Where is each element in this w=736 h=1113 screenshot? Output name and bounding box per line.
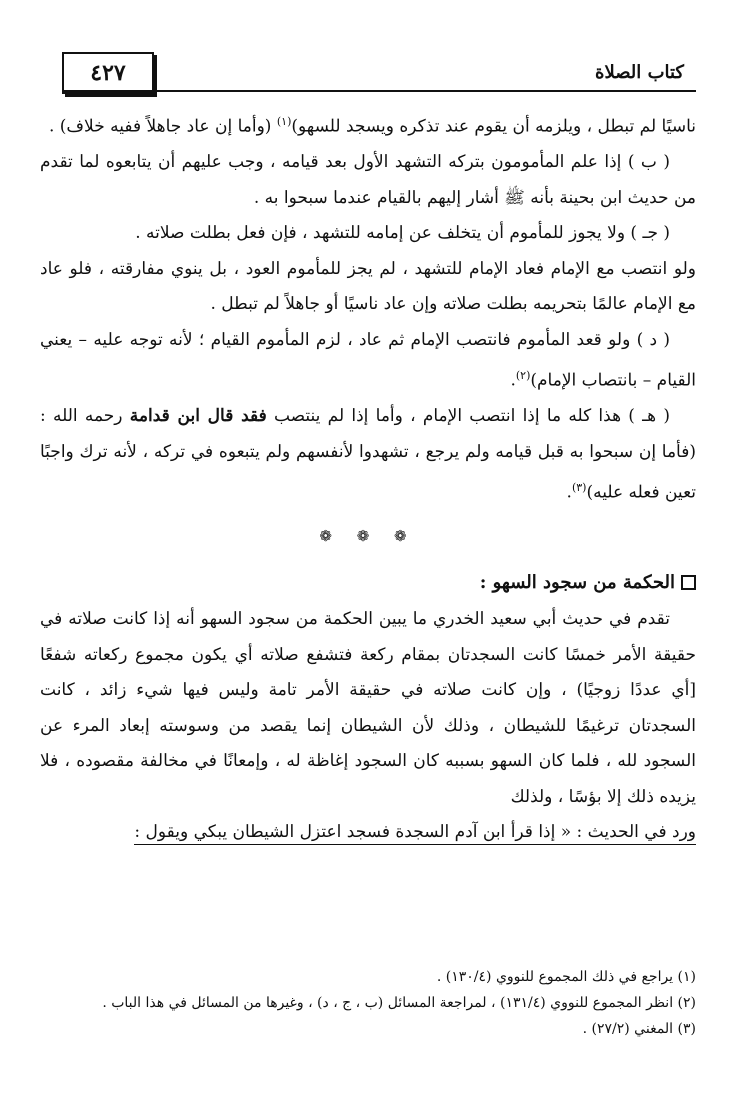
text: . — [566, 482, 572, 503]
section-title-text: الحكمة من سجود السهو : — [479, 571, 675, 593]
paragraph-7-last-line — [40, 815, 696, 851]
footnote-3: (٣) المغني (٢٧/٢) . — [582, 1021, 696, 1037]
text: . — [510, 370, 516, 391]
running-head: كتاب الصلاة — [595, 62, 684, 83]
footnote-1: (١) يراجع في ذلك المجموع للنووي (١٣٠/٤) . — [436, 969, 696, 985]
bold-text: فقد قال ابن قدامة — [129, 406, 267, 427]
text: ( هـ ) هذا كله ما إذا انتصب الإمام ، وأما إذا لم ينتصب — [266, 406, 670, 427]
paragraph-6 — [40, 399, 696, 511]
footnote-ref-1[interactable]: (١) — [276, 115, 292, 128]
section-heading — [40, 565, 696, 601]
footnote-ref-2[interactable]: (٢) — [515, 369, 531, 383]
text: ناسيًا لم تبطل ، ويلزمه أن يقوم عند تذكره ويسجد للسهو) — [291, 116, 696, 137]
footnotes — [40, 964, 696, 1042]
text: ورد في الحديث : « إذا قرأ ابن آدم السجدة فسجد اعتزل الشيطان يبكي ويقول : — [134, 822, 696, 845]
paragraph-4: ولو انتصب مع الإمام فعاد الإمام للتشهد ، لم يجز للمأموم العود ، بل ينوي مفارقته ، فلو عاد مع الإمام عالمًا بتحريمه بطلت صلاته وإن عاد ناسيًا أو جاهلاً لم تبطل . — [40, 258, 696, 315]
paragraph-3: ( جـ ) ولا يجوز للمأموم أن يتخلف عن إمامه للتشهد ، فإن فعل بطلت صلاته . — [135, 223, 670, 244]
main-text — [40, 104, 696, 851]
page-header — [40, 46, 696, 94]
paragraph-5 — [40, 323, 696, 400]
paragraph-7: تقدم في حديث أبي سعيد الخدري ما يبين الحكمة من سجود السهو أنه إذا كانت صلاته في حقيقة الأمر خمسًا كانت السجدتان بمقام ركعة فتشفع صلاته أي يكون مجموع ركعاته شفعًا [أي عددًا زوجيًا) ، وإن كانت صلاته في حقيقة الأمر تامة وليس فيها شيء زائد ، كانت السجدتان ترغيمًا للشيطان ، وذلك لأن الشيطان إنما يقصد من وسوسته إبعاد المرء عن السجود لله ، فلما كان السهو بسببه كان السجود إغاظة له ، وإمعانًا في مخالفة مقصوده ، فلا يزيده ذلك إلا بؤسًا ، ولذلك — [40, 609, 696, 807]
text: رحمه الله : (فأما إن سبحوا به قبل قيامه ولم يرجع ، تشهدوا لأنفسهم ولم يتبعوه في تركه ، لأنه ترك واجبًا تعين فعله عليه) — [40, 406, 696, 503]
footnote-2: (٢) انظر المجموع للنووي (١٣١/٤) ، لمراجعة المسائل (ب ، ج ، د) ، وغيرها من المسائل في هذا الباب . — [102, 995, 696, 1011]
paragraph-1 — [40, 104, 696, 145]
square-bullet-icon — [681, 575, 696, 590]
page — [40, 46, 696, 1076]
page-number: ٤٢٧ — [62, 52, 154, 94]
section-ornament: ❁ ❁ ❁ — [319, 527, 417, 546]
header-rule — [62, 90, 696, 92]
text: ( د ) ولو قعد المأموم فانتصب الإمام ثم عاد ، لزم المأموم القيام ؛ لأنه توجه عليه – يعني القيام – بانتصاب الإمام) — [40, 329, 696, 391]
footnote-ref-3[interactable]: (٣) — [571, 481, 587, 495]
paragraph-2: ( ب ) إذا علم المأمومون بتركه التشهد الأول بعد قيامه ، وجب عليهم أن يتابعوه لما تقدم من حديث ابن بحينة بأنه ﷺ أشار إليهم بالقيام عندما سبحوا به . — [40, 152, 696, 208]
text: (وأما إن عاد جاهلاً ففيه خلاف) . — [48, 116, 277, 137]
